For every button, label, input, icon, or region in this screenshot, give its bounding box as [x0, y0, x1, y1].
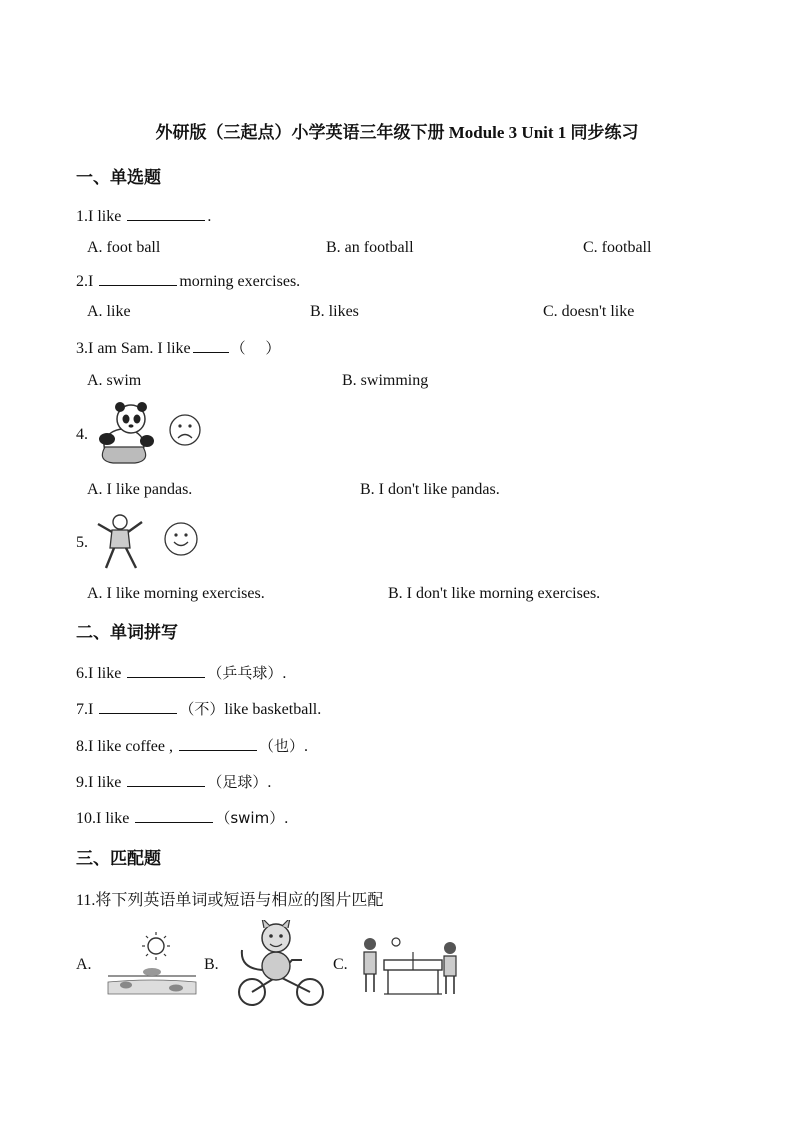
question-6: [76, 662, 286, 683]
answer-blank[interactable]: [193, 338, 229, 353]
question-10: [76, 807, 288, 828]
answer-blank[interactable]: [179, 736, 257, 751]
question-2-option-c[interactable]: C. doesn't like: [543, 303, 635, 320]
question-7-text: 7.I: [76, 701, 98, 718]
question-10-end: .: [284, 810, 289, 827]
sad-face-icon: [168, 413, 202, 447]
cat-riding-bike-picture: [232, 920, 328, 1008]
section-heading-spelling: 二、单词拼写: [76, 623, 178, 643]
question-2-end: morning exercises.: [179, 273, 301, 290]
question-7-end: like basketball.: [224, 701, 322, 718]
question-5-option-a[interactable]: A. I like morning exercises.: [87, 585, 265, 602]
question-1-text: 1.I like: [76, 208, 126, 225]
question-5-number: 5.: [76, 534, 88, 551]
question-3: [76, 337, 280, 358]
match-label-b: B.: [204, 956, 219, 973]
question-10-text: 10.I like: [76, 810, 134, 827]
question-2-option-a[interactable]: A. like: [87, 303, 131, 320]
question-6-end: .: [282, 665, 287, 682]
question-10-hint: （swim）: [215, 809, 285, 827]
section-heading-matching: 三、匹配题: [76, 849, 161, 869]
question-2-option-b[interactable]: B. likes: [310, 303, 359, 320]
answer-parentheses[interactable]: （ ）: [230, 339, 281, 357]
answer-blank[interactable]: [127, 772, 205, 787]
question-3-option-a[interactable]: A. swim: [87, 372, 142, 389]
question-1-option-a[interactable]: A. foot ball: [87, 239, 161, 256]
question-3-option-b[interactable]: B. swimming: [342, 372, 429, 389]
question-6-hint: （乒乓球）: [207, 664, 283, 682]
question-1-option-b[interactable]: B. an football: [326, 239, 414, 256]
question-9-end: .: [267, 774, 272, 791]
question-6-text: 6.I like: [76, 665, 126, 682]
question-1-option-c[interactable]: C. football: [583, 239, 652, 256]
question-7-hint: （不）: [179, 700, 225, 718]
panda-picture: [91, 401, 157, 465]
question-4-number: 4.: [76, 426, 88, 443]
page-title: 外研版（三起点）小学英语三年级下册 Module 3 Unit 1 同步练习: [155, 123, 639, 142]
answer-blank[interactable]: [127, 663, 205, 678]
question-9-hint: （足球）: [207, 773, 268, 791]
question-9-text: 9.I like: [76, 774, 126, 791]
question-4-option-a[interactable]: A. I like pandas.: [87, 481, 193, 498]
question-2-text: 2.I: [76, 273, 98, 290]
answer-blank[interactable]: [135, 808, 213, 823]
answer-blank[interactable]: [99, 271, 177, 286]
match-label-a: A.: [76, 956, 92, 973]
question-2: [76, 271, 300, 291]
morning-exercise-picture: [92, 512, 148, 570]
answer-blank[interactable]: [127, 206, 205, 221]
question-5-option-b[interactable]: B. I don't like morning exercises.: [388, 585, 601, 602]
question-1-end: .: [207, 208, 212, 225]
section-heading-single-choice: 一、单选题: [76, 168, 161, 188]
table-tennis-picture: [360, 930, 468, 998]
beach-sun-picture: [106, 930, 198, 998]
happy-face-icon: [163, 521, 199, 557]
question-8-end: .: [304, 738, 309, 755]
question-8-text: 8.I like coffee ,: [76, 738, 177, 755]
answer-blank[interactable]: [99, 699, 177, 714]
question-11-text: 11.将下列英语单词或短语与相应的图片匹配: [76, 892, 384, 909]
question-9: [76, 771, 271, 792]
question-4-option-b[interactable]: B. I don't like pandas.: [360, 481, 500, 498]
question-8-hint: （也）: [259, 737, 305, 755]
question-7: [76, 698, 321, 719]
question-3-text: 3.I am Sam. I like: [76, 340, 191, 357]
match-label-c: C.: [333, 956, 348, 973]
question-1: [76, 206, 211, 226]
question-8: [76, 735, 308, 756]
